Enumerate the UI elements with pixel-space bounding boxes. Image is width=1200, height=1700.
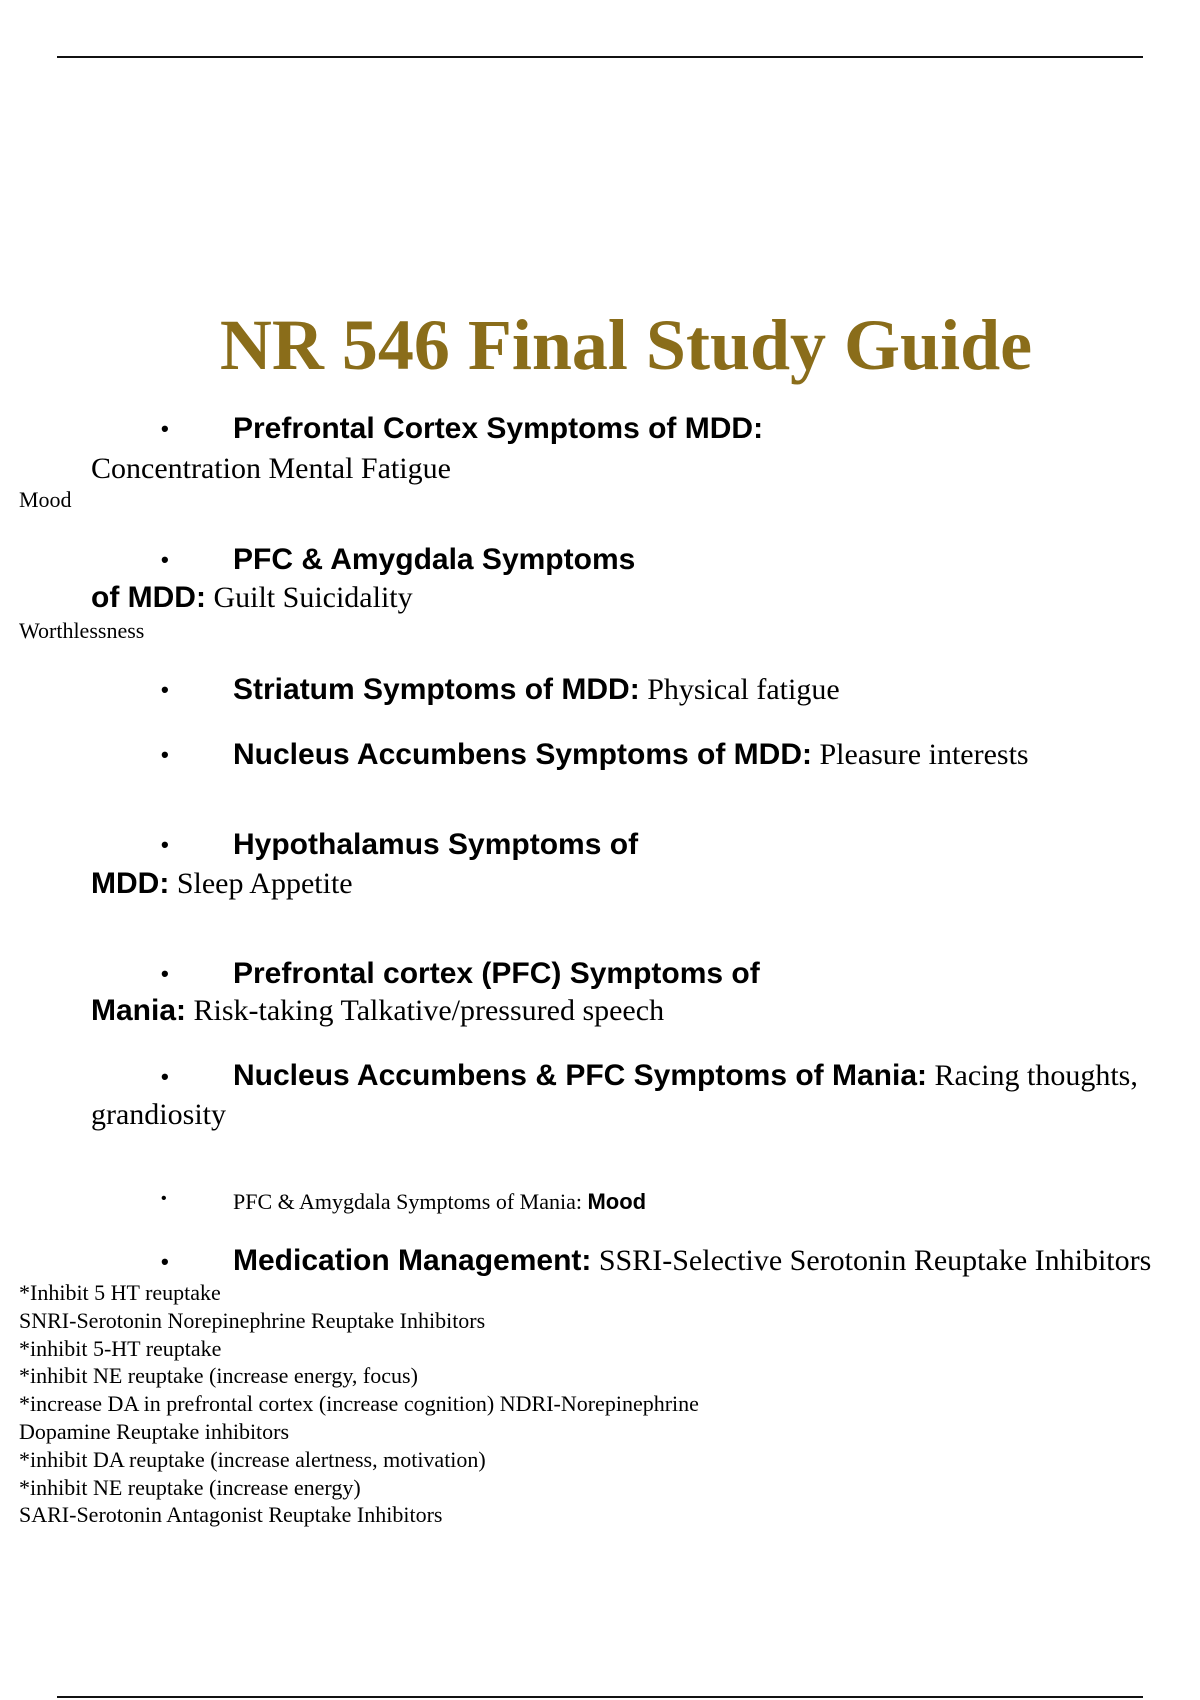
section-text: SSRI-Selective Serotonin Reuptake Inhibitors xyxy=(591,1244,1152,1277)
section-heading-emphasis: Mood xyxy=(587,1189,647,1214)
medication-line: SNRI-Serotonin Norepinephrine Reuptake Inhibitors xyxy=(19,1307,486,1333)
section-continuation xyxy=(91,579,413,617)
section-heading: Prefrontal cortex (PFC) Symptoms of xyxy=(233,957,760,990)
bullet: • xyxy=(161,1249,169,1274)
page-title: NR 546 Final Study Guide xyxy=(219,305,1033,385)
section-heading: Prefrontal Cortex Symptoms of MDD: xyxy=(233,412,764,445)
section-heading-line xyxy=(233,1057,1138,1095)
section-text: Physical fatigue xyxy=(639,673,840,706)
medication-line: *inhibit NE reuptake (increase energy) xyxy=(19,1474,361,1500)
section-heading-line xyxy=(233,1188,646,1216)
margin-note: Mood xyxy=(19,487,72,512)
section-heading: Striatum Symptoms of MDD: xyxy=(233,673,640,706)
medication-line: *inhibit 5-HT reuptake xyxy=(19,1335,222,1361)
section-text: Pleasure interests xyxy=(811,738,1029,771)
bullet: • xyxy=(161,832,169,857)
section-heading: PFC & Amygdala Symptoms xyxy=(233,543,636,576)
medication-line: SARI-Serotonin Antagonist Reuptake Inhibitors xyxy=(19,1502,443,1528)
bottom-rule xyxy=(57,1696,1143,1698)
section-heading: Medication Management: xyxy=(233,1244,592,1277)
top-rule xyxy=(57,56,1143,58)
bullet: • xyxy=(161,677,169,702)
section-text: Risk-taking Talkative/pressured speech xyxy=(186,994,665,1027)
bullet: • xyxy=(161,416,169,441)
section-text: grandiosity xyxy=(91,1098,226,1131)
section-heading-cont: MDD: xyxy=(91,867,170,900)
section-text: Concentration Mental Fatigue xyxy=(91,452,451,485)
section-continuation xyxy=(91,865,353,903)
section-heading-line xyxy=(233,1242,1151,1280)
section-heading: PFC & Amygdala Symptoms of Mania: xyxy=(233,1189,588,1214)
bullet: • xyxy=(161,1064,169,1089)
medication-line: *increase DA in prefrontal cortex (increase cognition) NDRI-Norepinephrine xyxy=(19,1391,699,1417)
medication-line: *inhibit DA reuptake (increase alertness, motivation) xyxy=(19,1446,486,1472)
section-text: Sleep Appetite xyxy=(169,867,353,900)
bullet: • xyxy=(161,961,169,986)
section-heading-cont: of MDD: xyxy=(91,581,206,614)
section-heading-line xyxy=(233,671,840,709)
section-heading: Hypothalamus Symptoms of xyxy=(233,828,639,861)
medication-line: Dopamine Reuptake inhibitors xyxy=(19,1418,290,1444)
medication-line: *inhibit NE reuptake (increase energy, focus) xyxy=(19,1363,418,1389)
section-text: Guilt Suicidality xyxy=(205,581,413,614)
bullet: • xyxy=(161,742,169,767)
section-heading: Nucleus Accumbens Symptoms of MDD: xyxy=(233,738,812,771)
section-continuation xyxy=(91,992,664,1030)
margin-note: Worthlessness xyxy=(19,618,145,643)
bullet: • xyxy=(161,547,169,572)
medication-list xyxy=(19,1279,699,1529)
section-heading-line xyxy=(233,736,1029,774)
section-heading-cont: Mania: xyxy=(91,994,187,1027)
medication-line: *Inhibit 5 HT reuptake xyxy=(19,1280,221,1305)
section-text: Racing thoughts, xyxy=(927,1059,1138,1092)
bullet: • xyxy=(161,1190,167,1207)
section-heading: Nucleus Accumbens & PFC Symptoms of Mania: xyxy=(233,1059,928,1092)
